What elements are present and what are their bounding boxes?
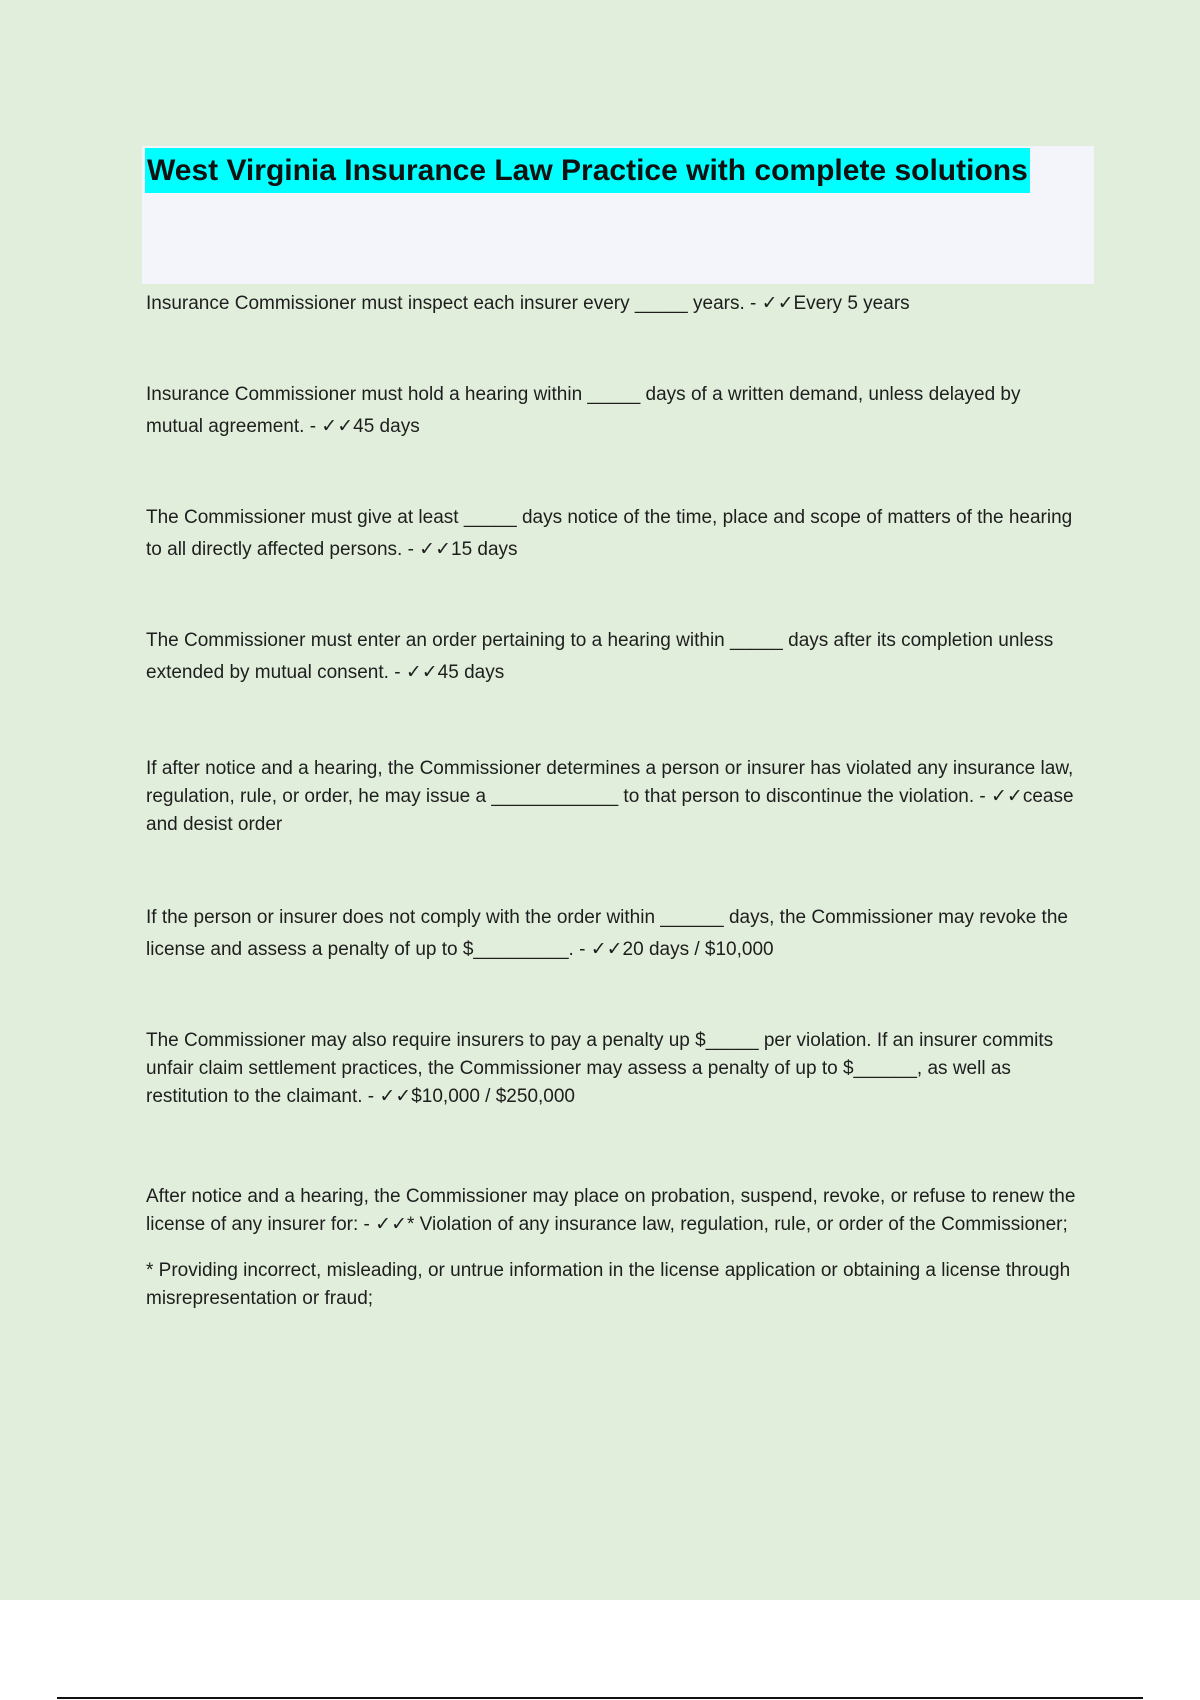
question-text: The Commissioner may also require insurers to pay a penalty up $_____ per violation. If an insurer commits unfair claim settlement practices, the Commissioner may assess a penalty of up to $______, as well as restitution to the claimant. - ✓✓$10,000 / $250,000 (146, 1030, 1054, 1107)
question-item (146, 1183, 1076, 1313)
question-item (146, 755, 1076, 839)
document-title: West Virginia Insurance Law Practice with complete solutions (145, 148, 1030, 193)
question-text: Insurance Commissioner must hold a hearing within _____ days of a written demand, unless delayed by mutual agreement. - ✓✓45 days (146, 384, 1021, 437)
question-text: If after notice and a hearing, the Commissioner determines a person or insurer has violated any insurance law, regulation, rule, or order, he may issue a ____________ to that person to discontinue the violation. - ✓✓cease and desist order (146, 758, 1074, 835)
question-item (146, 502, 1076, 566)
question-item (146, 1027, 1076, 1111)
question-text: If the person or insurer does not comply with the order within ______ days, the Commissioner may revoke the license and assess a penalty of up to $_________. - ✓✓20 days / $10,000 (146, 907, 1068, 960)
footer-rule (57, 1697, 1143, 1699)
question-text: After notice and a hearing, the Commissioner may place on probation, suspend, revoke, or refuse to renew the license of any insurer for: - ✓✓* Violation of any insurance law, regulation, rule, or order of the Commissioner; (146, 1186, 1076, 1235)
question-text: Insurance Commissioner must inspect each insurer every _____ years. - ✓✓Every 5 years (146, 293, 910, 314)
answer-continuation: * Providing incorrect, misleading, or untrue information in the license application or obtaining a license through misrepresentation or fraud; (146, 1260, 1071, 1309)
question-item (146, 902, 1076, 966)
question-text: The Commissioner must enter an order pertaining to a hearing within _____ days after its completion unless extended by mutual consent. - ✓✓45 days (146, 630, 1054, 683)
question-item (146, 288, 1076, 320)
question-text: The Commissioner must give at least _____ days notice of the time, place and scope of matters of the hearing to all directly affected persons. - ✓✓15 days (146, 507, 1073, 560)
question-item (146, 379, 1076, 443)
question-item (146, 625, 1076, 689)
